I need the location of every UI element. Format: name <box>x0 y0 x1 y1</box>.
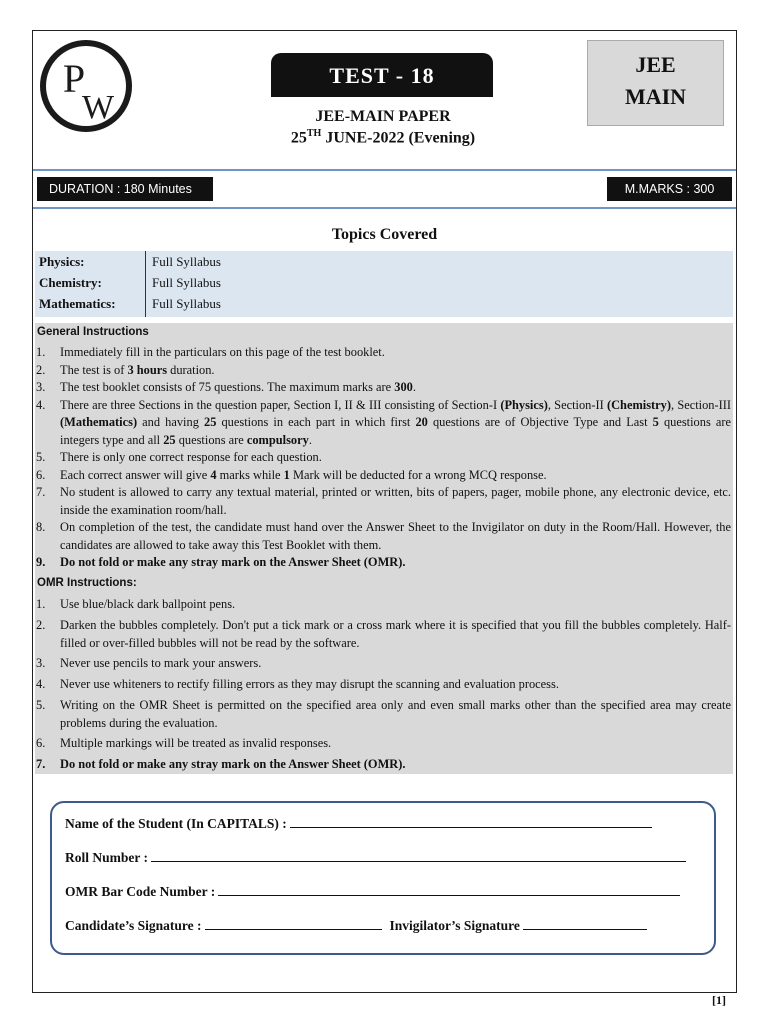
instruction-text: Writing on the OMR Sheet is permitted on the specified area only and even small marks other than the specified area may create problems during the evaluation. <box>60 698 731 730</box>
invigilator-signature-field[interactable] <box>523 918 647 930</box>
date-rest: JUNE-2022 (Evening) <box>321 129 476 147</box>
instruction-text: Use blue/black dark ballpoint pens. <box>60 597 236 611</box>
pw-logo <box>40 40 132 132</box>
topics-title: Topics Covered <box>331 226 438 243</box>
omr-barcode-field[interactable] <box>218 884 680 896</box>
instruction-number: 4. <box>36 397 46 412</box>
omr-barcode-label: OMR Bar Code Number : <box>65 884 216 899</box>
topic-row <box>35 293 733 314</box>
candidate-signature-label: Candidate’s Signature : <box>65 918 202 933</box>
instructions-panel <box>35 323 733 774</box>
invigilator-signature-label: Invigilator’s Signature <box>389 918 520 933</box>
instruction-number: 6. <box>36 736 46 750</box>
instruction-text: Do not fold or make any stray mark on the Answer Sheet (OMR). <box>60 555 406 569</box>
instruction-text: There are three Sections in the question paper, Section I, II & III consisting of Section-I (Physics), Section-II (Chemistry), Section-III (Mathematics) and having 25 questions in each part in which first 20 questions are of Objective Type and Last 5 questions are integers type and all 25 questions are compulsory. <box>60 397 732 447</box>
roll-number-field[interactable] <box>151 850 686 862</box>
omr-instructions-heading: OMR Instructions: <box>37 577 137 589</box>
exam-badge-line2: MAIN <box>624 84 687 109</box>
instruction-text: Never use pencils to mark your answers. <box>60 656 262 670</box>
instruction-text: The test booklet consists of 75 questions. The maximum marks are 300. <box>60 380 416 394</box>
topic-detail: Full Syllabus <box>152 296 221 311</box>
paper-title: JEE-MAIN PAPER <box>315 108 451 125</box>
instruction-number: 7. <box>36 485 46 499</box>
instruction-number: 1. <box>36 597 46 611</box>
topic-row <box>35 251 733 272</box>
instruction-number: 2. <box>36 618 46 632</box>
instruction-number: 5. <box>36 450 46 464</box>
max-marks-badge: M.MARKS : 300 <box>607 177 732 201</box>
topics-table <box>35 251 733 317</box>
test-number-banner: TEST - 18 <box>271 53 493 97</box>
instruction-number: 5. <box>36 698 46 712</box>
exam-badge <box>587 40 724 126</box>
instruction-number: 9. <box>36 555 46 569</box>
instruction-number: 1. <box>36 345 46 359</box>
logo-letter-w: W <box>81 89 115 126</box>
exam-badge-line1: JEE <box>635 52 676 77</box>
instruction-number: 4. <box>36 677 46 691</box>
signature-row <box>65 918 647 934</box>
student-details-form <box>50 801 716 955</box>
general-instructions-heading: General Instructions <box>37 326 149 338</box>
instruction-text: Do not fold or make any stray mark on the Answer Sheet (OMR). <box>60 757 406 771</box>
instruction-number: 8. <box>36 520 46 534</box>
instruction-text: Never use whiteners to rectify filling errors as they may disrupt the scanning and evaluation process. <box>60 677 559 691</box>
instruction-text: On completion of the test, the candidate must hand over the Answer Sheet to the Invigilator on duty in the Room/Hall. However, the candidates are allowed to take away this Test Booklet with them. <box>60 520 731 552</box>
instruction-text: Each correct answer will give 4 marks while 1 Mark will be deducted for a wrong MCQ response. <box>60 467 547 482</box>
student-name-label: Name of the Student (In CAPITALS) : <box>65 816 287 831</box>
page-number: [1] <box>712 993 726 1007</box>
instruction-text: No student is allowed to carry any textual material, printed or written, bits of papers, pager, mobile phone, any electronic device, etc. inside the examination room/hall. <box>60 485 731 517</box>
topic-detail: Full Syllabus <box>152 275 221 290</box>
paper-date <box>230 128 536 147</box>
topic-subject: Mathematics: <box>39 296 116 311</box>
date-suffix: TH <box>306 128 322 139</box>
divider-top <box>33 169 736 171</box>
topic-subject: Chemistry: <box>39 275 102 290</box>
logo-letter-p: P <box>62 56 86 101</box>
instruction-text: The test is of 3 hours duration. <box>60 362 215 377</box>
instruction-text: There is only one correct response for each question. <box>60 450 322 464</box>
date-day: 25 <box>290 129 307 147</box>
instruction-number: 3. <box>36 380 46 394</box>
student-name-row <box>65 816 652 832</box>
roll-number-row <box>65 850 686 866</box>
topic-row <box>35 272 733 293</box>
instruction-number: 2. <box>36 362 46 377</box>
instruction-text: Multiple markings will be treated as invalid responses. <box>60 736 332 750</box>
topic-subject: Physics: <box>39 254 85 269</box>
roll-number-label: Roll Number : <box>65 850 148 865</box>
topic-detail: Full Syllabus <box>152 254 221 269</box>
instruction-text: Immediately fill in the particulars on this page of the test booklet. <box>60 345 385 359</box>
divider-bottom <box>33 207 736 209</box>
pw-logo-icon <box>40 40 132 132</box>
duration-badge: DURATION : 180 Minutes <box>37 177 213 201</box>
student-name-field[interactable] <box>290 816 652 828</box>
candidate-signature-field[interactable] <box>205 918 382 930</box>
instruction-number: 3. <box>36 656 46 670</box>
instruction-text: Darken the bubbles completely. Don't put a tick mark or a cross mark where it is specified that you fill the bubbles completely. Half-filled or over-filled bubbles will not be read by the software. <box>60 618 731 650</box>
omr-barcode-row <box>65 884 680 900</box>
instruction-number: 6. <box>36 467 46 482</box>
instruction-number: 7. <box>36 757 46 771</box>
